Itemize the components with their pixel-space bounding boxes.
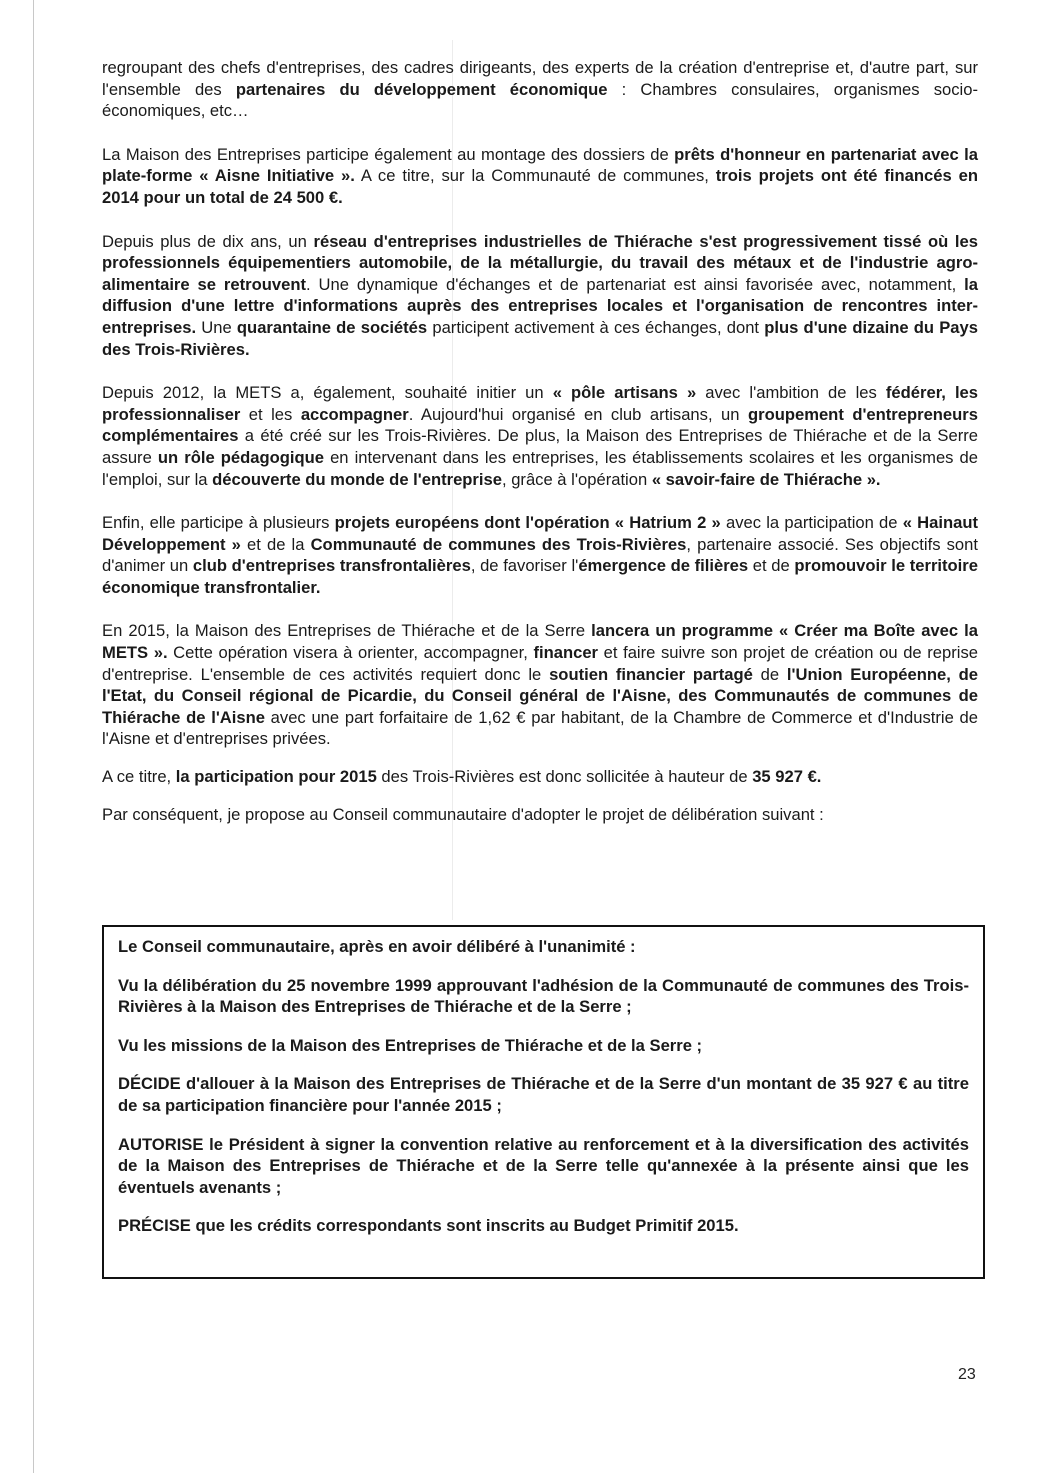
bold-text-run: promouvoir le territoire économique transfrontalier. bbox=[102, 556, 978, 597]
bold-text-run: financer bbox=[533, 643, 599, 663]
body-text bbox=[102, 57, 978, 841]
text-run: : Chambres consulaires, organismes socio-économiques, etc… bbox=[102, 79, 978, 121]
deliberation-decide: DÉCIDE d'allouer à la Maison des Entreprises de Thiérache et de la Serre d'un montant de 35 927 € au titre de sa participation financière pour l'année 2015 ; bbox=[118, 1074, 969, 1115]
text-run: de bbox=[752, 664, 787, 684]
text-run: , partenaire associé. Ses objectifs sont d'animer un bbox=[102, 534, 978, 576]
text-run: , de favoriser l' bbox=[470, 556, 579, 576]
bold-text-run: quarantaine de sociétés bbox=[236, 317, 428, 337]
bold-text-run: découverte du monde de l'entreprise bbox=[212, 469, 502, 489]
deliberation-vu-missions: Vu les missions de la Maison des Entreprises de Thiérache et de la Serre ; bbox=[118, 1035, 703, 1055]
text-run: a été créé sur les Trois-Rivières. De plus, la Maison des Entreprises de Thiérache et de la Serre assure bbox=[102, 426, 978, 467]
text-run: avec la participation de bbox=[720, 513, 903, 533]
bold-text-run: la diffusion d'une lettre d'informations auprès des entreprises locales et l'organisation de rencontres inter-entreprises. bbox=[102, 274, 978, 337]
text-run: Cette opération visera à orienter, accompagner, bbox=[167, 643, 534, 663]
bold-text-run: l'Union Européenne, de l'Etat, du Conseil régional de Picardie, du Conseil général de l'Aisne, des Communautés de communes de Thiérache de l'Aisne bbox=[102, 664, 978, 727]
paragraph-projets-europeens bbox=[102, 512, 978, 598]
paragraph-prets-honneur bbox=[102, 144, 978, 209]
text-run: Depuis plus de dix ans, un bbox=[102, 231, 314, 251]
bold-text-run: plus d'une dizaine du Pays des Trois-Rivières. bbox=[102, 317, 978, 359]
text-run: et faire suivre son projet de création ou de reprise d'entreprise. L'ensemble de ces activités requiert donc le bbox=[102, 643, 978, 684]
bold-text-run: lancera un programme « Créer ma Boîte avec la METS ». bbox=[102, 621, 979, 663]
bold-text-run: fédérer, les professionnaliser bbox=[102, 383, 979, 424]
bold-text-run: émergence de filières bbox=[578, 556, 749, 576]
bold-text-run: la participation pour 2015 bbox=[175, 767, 377, 787]
bold-text-run: « savoir-faire de Thiérache ». bbox=[651, 469, 881, 489]
bold-text-run: « pôle artisans » bbox=[552, 383, 697, 403]
text-run: et de bbox=[748, 556, 795, 576]
page-number: 23 bbox=[958, 1366, 976, 1383]
bold-text-run: prêts d'honneur en partenariat avec la plate-forme « Aisne Initiative ». bbox=[102, 144, 978, 186]
paragraph-programme-2015 bbox=[102, 620, 978, 750]
text-run: , grâce à l'opération bbox=[501, 469, 652, 489]
bold-text-run: groupement d'entrepreneurs complémentaires bbox=[102, 404, 978, 446]
deliberation-box bbox=[102, 925, 985, 1279]
text-run: avec l'ambition de les bbox=[696, 383, 886, 403]
text-run: en intervenant dans les entreprises, les établissements scolaires et les organismes de l'emploi, sur la bbox=[102, 447, 978, 489]
text-run: A ce titre, bbox=[102, 767, 176, 787]
bold-text-run: club d'entreprises transfrontalières bbox=[192, 556, 471, 576]
text-run: participent activement à ces échanges, dont bbox=[427, 317, 765, 337]
bold-text-run: accompagner bbox=[300, 404, 409, 424]
text-run: Une bbox=[196, 317, 237, 337]
text-run: et de la bbox=[240, 534, 311, 554]
bold-text-run: partenaires du développement économique bbox=[235, 79, 608, 99]
text-run: Par conséquent, je propose au Conseil communautaire d'adopter le projet de délibération suivant : bbox=[102, 804, 824, 824]
deliberation-precise: PRÉCISE que les crédits correspondants sont inscrits au Budget Primitif 2015. bbox=[118, 1216, 739, 1236]
paragraph-pole-artisans bbox=[102, 382, 978, 490]
deliberation-vu-1999: Vu la délibération du 25 novembre 1999 approuvant l'adhésion de la Communauté de communes des Trois-Rivières à la Maison des Entreprises de Thiérache et de la Serre ; bbox=[118, 975, 969, 1017]
text-run: Enfin, elle participe à plusieurs bbox=[102, 513, 335, 533]
text-run: La Maison des Entreprises participe également au montage des dossiers de bbox=[102, 144, 675, 164]
bold-text-run: réseau d'entreprises industrielles de Thiérache s'est progressivement tissé où les professionnels équipementiers automobile, de la métallurgie, du travail des métaux et de l'industrie agro-alimentaire se retrouvent bbox=[102, 231, 978, 294]
paragraph-proposition bbox=[102, 804, 978, 826]
bold-text-run: Communauté de communes des Trois-Rivières bbox=[310, 534, 687, 554]
paragraph-reseau-entreprises bbox=[102, 231, 978, 361]
text-run: et les bbox=[240, 404, 301, 424]
text-run: avec une part forfaitaire de 1,62 € par habitant, de la Chambre de Commerce et d'Industrie de l'Aisne et d'entreprises privées. bbox=[102, 707, 978, 749]
bold-text-run: 35 927 €. bbox=[752, 767, 822, 787]
text-run: . Aujourd'hui organisé en club artisans, un bbox=[408, 404, 748, 424]
text-run: regroupant des chefs d'entreprises, des cadres dirigeants, des experts de la création d'entreprise et, d'autre part, sur l'ensemble des bbox=[102, 58, 978, 99]
bold-text-run: projets européens dont l'opération « Hatrium 2 » bbox=[334, 513, 721, 533]
deliberation-autorise: AUTORISE le Président à signer la convention relative au renforcement et à la diversification des activités de la Maison des Entreprises de Thiérache et de la Serre telle qu'annexée à la présente ainsi que les éventuels avenants ; bbox=[118, 1134, 969, 1197]
text-run: . Une dynamique d'échanges et de partenariat est ainsi favorisée avec, notamment, bbox=[305, 274, 965, 294]
text-run: A ce titre, sur la Communauté de communes, bbox=[354, 166, 716, 186]
paragraph-participation bbox=[102, 766, 978, 788]
text-run: Depuis 2012, la METS a, également, souhaité initier un bbox=[102, 383, 553, 403]
text-run: des Trois-Rivières est donc sollicitée à hauteur de bbox=[376, 767, 753, 787]
scan-edge-line bbox=[33, 0, 34, 1473]
text-run: En 2015, la Maison des Entreprises de Thiérache et de la Serre bbox=[102, 621, 592, 641]
bold-text-run: trois projets ont été financés en 2014 pour un total de 24 500 €. bbox=[102, 166, 978, 207]
deliberation-intro: Le Conseil communautaire, après en avoir délibéré à l'unanimité : bbox=[118, 937, 636, 956]
bold-text-run: soutien financier partagé bbox=[549, 664, 753, 684]
bold-text-run: un rôle pédagogique bbox=[157, 447, 324, 467]
bold-text-run: « Hainaut Développement » bbox=[102, 513, 978, 554]
paragraph-partenaires bbox=[102, 57, 978, 122]
